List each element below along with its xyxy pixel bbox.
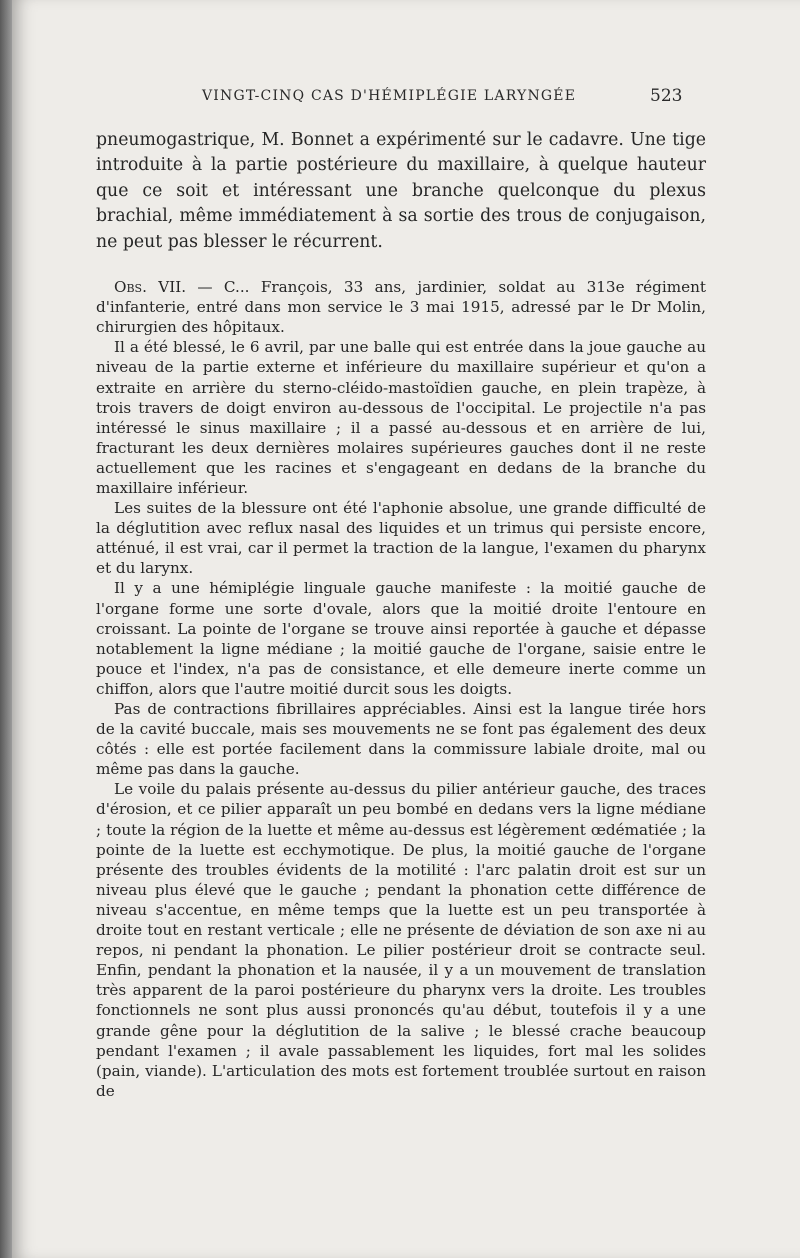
running-title: VINGT-CINQ CAS D'HÉMIPLÉGIE LARYNGÉE — [202, 88, 577, 104]
observation-label: Obs. VII. — [114, 278, 187, 297]
observation-opening-text: — C... François, 33 ans, jardinier, soldat au 313e régiment d'infanterie, entré dans mon service le 3 mai 1915, adressé par le Dr Molin, chirurgien des hôpitaux. — [96, 278, 706, 337]
observation-opening — [96, 277, 706, 337]
observation-paragraph: Il y a une hémiplégie linguale gauche manifeste : la moitié gauche de l'organe forme une sorte d'ovale, alors que la moitié droite l'entoure en croissant. La pointe de l'organe se trouve ainsi reportée à gauche et dépasse notablement la ligne médiane ; la moitié gauche de l'organe, saisie entre le pouce et l'index, n'a pas de consistance, et elle demeure inerte comme un chiffon, alors que l'autre moitié durcit sous les doigts. — [96, 579, 706, 698]
observation-section — [96, 277, 706, 1101]
book-page — [12, 0, 800, 1258]
book-binding-shadow — [0, 0, 12, 1258]
intro-paragraph: pneumogastrique, M. Bonnet a expérimenté sur le cadavre. Une tige introduite à la partie postérieure du maxillaire, à quelque hauteur que ce soit et intéressant une branche quelconque du plexus brachial, même immédiatement à sa sortie des trous de conjugaison, ne peut pas blesser le récurrent. — [96, 130, 706, 252]
page-number: 523 — [650, 86, 683, 106]
intro-section — [96, 128, 706, 255]
observation-paragraph: Les suites de la blessure ont été l'aphonie absolue, une grande difficulté de la déglutition avec reflux nasal des liquides et un trimus qui persiste encore, atténué, il est vrai, car il permet la traction de la langue, l'examen du pharynx et du larynx. — [96, 499, 706, 578]
body-text — [96, 128, 706, 1101]
observation-paragraph: Pas de contractions fibrillaires appréciables. Ainsi est la langue tirée hors de la cavité buccale, mais ses mouvements ne se font pas également des deux côtés : elle est portée facilement dans la commissure labiale droite, mal ou même pas dans la gauche. — [96, 700, 706, 779]
observation-paragraph: Le voile du palais présente au-dessus du pilier antérieur gauche, des traces d'érosion, et ce pilier apparaît un peu bombé en dedans vers la ligne médiane ; toute la région de la luette et même au-dessus est légèrement œdématiée ; la pointe de la luette est ecchymotique. De plus, la moitié gauche de l'organe présente des troubles évidents de la motilité : l'arc palatin droit est sur un niveau plus élevé que le gauche ; pendant la phonation cette différence de niveau s'accentue, en même temps que la luette est un peu transportée à droite tout en restant verticale ; elle ne présente de déviation de son axe ni au repos, ni pendant la phonation. Le pilier postérieur droit se contracte seul. Enfin, pendant la phonation et la nausée, il y a un mouvement de translation très apparent de la paroi postérieure du pharynx vers la droite. Les troubles fonctionnels ne sont plus aussi prononcés qu'au début, toutefois il y a une grande gêne pour la déglutition de la salive ; le blessé crache beaucoup pendant l'examen ; il avale passablement les liquides, fort mal les solides (pain, viande). L'articulation des mots est fortement troublée surtout en raison de — [96, 780, 706, 1100]
observation-paragraph: Il a été blessé, le 6 avril, par une balle qui est entrée dans la joue gauche au niveau de la partie externe et inférieure du maxillaire supérieur et qu'on a extraite en arrière du sterno-cléido-mastoïdien gauche, en plein trapèze, à trois travers de doigt environ au-dessous de l'occipital. Le projectile n'a pas intéressé le sinus maxillaire ; il a passé au-dessous et en arrière de lui, fracturant les deux dernières molaires supérieures gauches dont il ne reste actuellement que les racines et s'engageant en dedans de la branche du maxillaire inférieur. — [96, 338, 706, 497]
page-header — [12, 88, 800, 112]
